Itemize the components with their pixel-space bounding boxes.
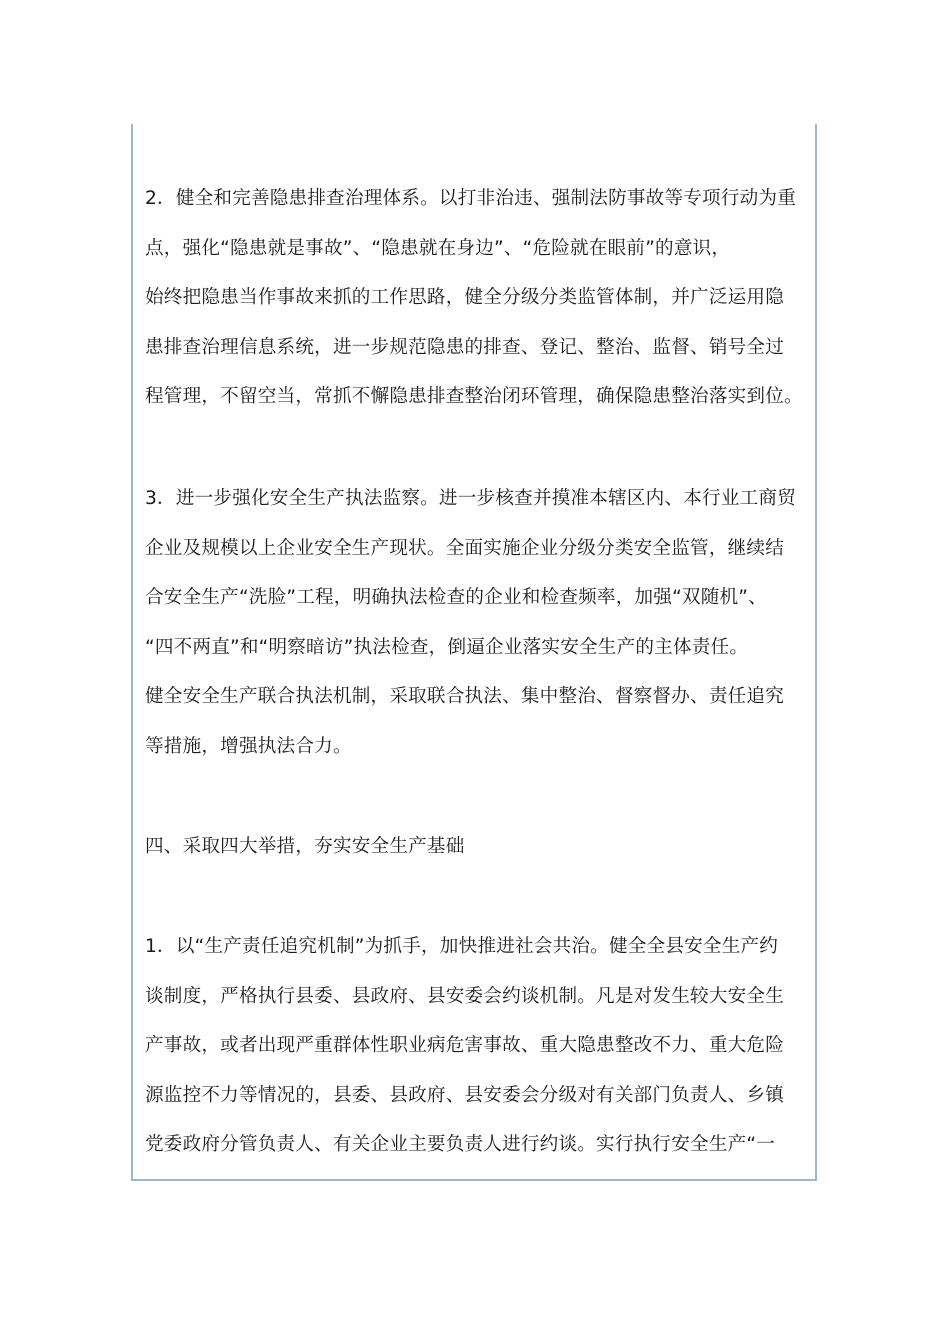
text-line: 患排查治理信息系统，进一步规范隐患的排查、登记、整治、监督、销号全过 xyxy=(145,336,784,358)
paragraph-hazard-system xyxy=(145,174,817,422)
text-line: 1．以“生产责任追究机制”为抓手，加快推进社会共治。健全全县安全生产约 xyxy=(145,936,779,957)
paragraph-law-enforcement xyxy=(145,474,817,772)
text-line: 点，强化“隐患就是事故”、“隐患就在身边”、“危险就在眼前”的意识， xyxy=(145,237,731,259)
text-line: 企业及规模以上企业安全生产现状。全面实施企业分级分类安全监管，继续结 xyxy=(145,537,784,559)
text-line: 合安全生产“洗脸”工程，明确执法检查的企业和检查频率，加强“双随机”、 xyxy=(145,587,767,609)
text-line: 2．健全和完善隐患排查治理体系。以打非治违、强制法防事故等专项行动为重 xyxy=(145,188,797,209)
text-line: 程管理，不留空当，常抓不懈隐患排查整治闭环管理，确保隐患整治落实到位。 xyxy=(145,386,803,408)
text-line: 源监控不力等情况的，县委、县政府、县安委会分级对有关部门负责人、乡镇 xyxy=(145,1084,784,1106)
paragraph-accountability xyxy=(145,922,817,1170)
text-line: 谈制度，严格执行县委、县政府、县安委会约谈机制。凡是对发生较大安全生 xyxy=(145,985,784,1007)
section-heading xyxy=(145,822,817,872)
text-line: 健全安全生产联合执法机制，采取联合执法、集中整治、督察督办、责任追究 xyxy=(145,686,784,708)
text-line: 等措施，增强执法合力。 xyxy=(145,735,352,757)
text-line: 3．进一步强化安全生产执法监察。进一步核查并摸准本辖区内、本行业工商贸 xyxy=(145,488,797,509)
text-line: 产事故，或者出现严重群体性职业病危害事故、重大隐患整改不力、重大危险 xyxy=(145,1035,784,1057)
heading-text: 四、采取四大举措，夯实安全生产基础 xyxy=(145,836,465,857)
text-line: 党委政府分管负责人、有关企业主要负责人进行约谈。实行执行安全生产“一 xyxy=(145,1134,776,1156)
text-line: 始终把隐患当作事故来抓的工作思路，健全分级分类监管体制，并广泛运用隐 xyxy=(145,287,784,309)
text-line: “四不两直”和“明察暗访”执法检查，倒逼企业落实安全生产的主体责任。 xyxy=(145,636,749,658)
